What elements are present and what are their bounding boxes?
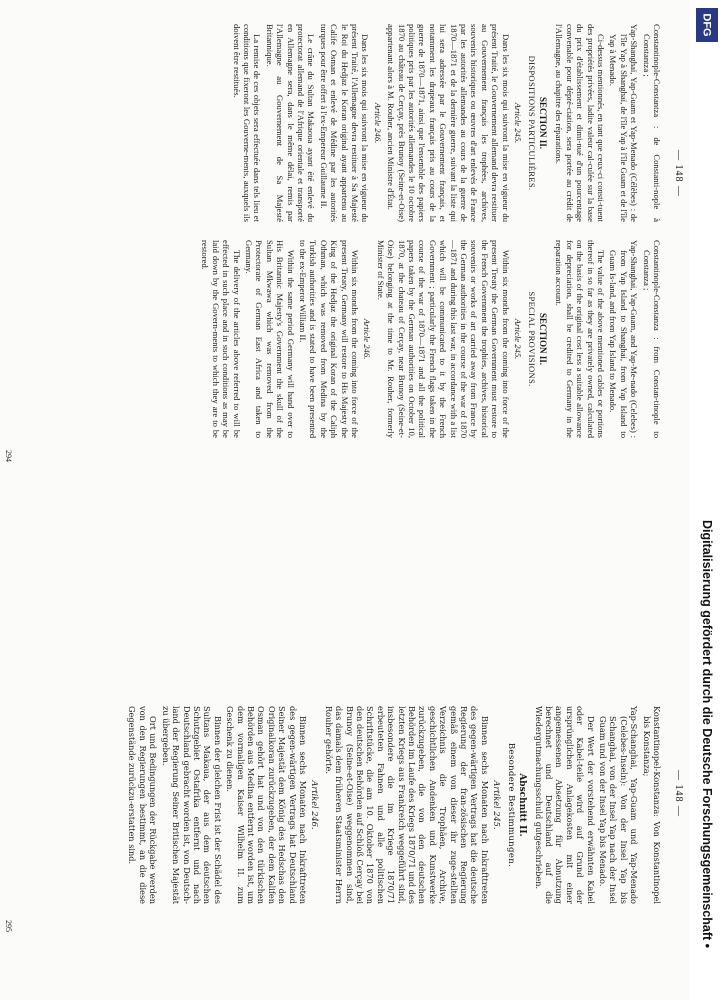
english-column [22, 240, 662, 438]
paragraph: The value of the above mentioned cables or portions thereof in so far as they are privately owned, calculated on the basis of the original cost less a suitable allowance for depreciation, shall be credited to Germany in the reparation account. [554, 240, 606, 438]
page-number-right: 295 [4, 920, 13, 932]
article-245-text: Within six months from the coming into force of the present Treaty the German Government must restore to the French Government the trophies, archives, historical souvenirs or works of art carried away from France by the German authorities in the course of the war of 1870—1871 and during this last war, in accordance with a list which will be communicated to it by the French Government ; particularly the French flags taken in the course of the war of 1870—1871 and all the political papers taken by the German authorities on October 10, 1870, at the chateau of Cerçay, near Brunoy (Seine-et-Oise) belonging at the time to Mr. Rouher, formerly Minister of State. [375, 240, 511, 438]
article-246-text: Binnen sechs Monaten nach Inkrafttreten des gegen-wärtigen Vertrags hat Deutschland Seiner Majestät dem König des Hedschas den Originalkoran zurückzugeben, der dem Kalifen Osman gehört hat und von den türkischen Behörden aus Medina entfernt worden ist, um dem vormaligen Kaiser Wilhelm II. zum Geschenk zu dienen. [225, 706, 308, 904]
section-heading: SECTION II. [537, 96, 548, 150]
section-heading: SECTION II. [537, 312, 548, 366]
cable-list-fr [608, 24, 662, 222]
section-subheading: DISPOSITIONS PARTICULIÈRES. [526, 55, 537, 191]
article-245-text: Binnen sechs Monaten nach Inkrafttreten des gegen-wärtigen Vertrags hat die deutsche Regierung der fran-zösischen Regierung gemäß einem von dieser ihr zuge-stellten Verzeichnis die Trophäen, Archive, geschichtlichen Andenken und Kunstwerke zurückzugeben, die von den deutschen Behörden im Laufe des Kriegs 1870/71 und des letzten Kriegs aus Frankreich weggeführt sind, insbesondere die im Kriege 1870/71 erbeuteten Fahnen und alle politischen Schriftstücke, die am 10. Oktober 1870 von den deutschen Behörden auf Schloß Cerçay bei Brunoy (Seine-et-Oise) weggenommen sind, das damals dem früheren Staatsminister Herrn Rouher gehörte. [323, 706, 490, 904]
article-245-heading: Article 245. [513, 318, 524, 360]
paragraph: Ci-dessus mentionnés, en tant que ceux-ci consti-tuent des propriétés privées, ladite valeur cal-culée sur la base du prix d'établissement et dimi-nué d'un pourcentage convenable pour dépré-ciation, sera portée au crédit de l'Allemagne, au chapitre des réparations. [554, 24, 606, 222]
article-246-text: Within six months from the coming into force of the present Treaty, Germany will restore to His Majesty the King of the Hedjaz the original Koran of the Caliph Othman, which was removed from Medina by the Turkish authorities and is stated to have been presented to the ex-Emperor William II. [298, 240, 361, 438]
list-item: Constantinople-Constanza : from Constan-tinople to Constanza ; [641, 240, 662, 438]
article-246-text: The delivery of the articles above referred to will be effected in such place and in such conditions as may be laid down by the Govern-ments to which they are to be restored. [200, 240, 242, 438]
article-246-text: La remise de ces objets sera effectuée dans tels lieu et conditions que fixeront les Gouverne-ments, auxquels ils doivent être restitués. [231, 24, 263, 222]
paragraph: Der Wert der vorstehend erwähnten Kabel oder Kabel-teile wird auf Grund der ursprünglichen Anlagekosten mit einer angemessenen Absetzung für Abnutzung berechnet und Deutschland auf die Wiedergutmachungsschuld gutgeschrieben. [533, 706, 596, 904]
section-subheading: Besondere Bestimmungen. [505, 742, 516, 868]
french-column [22, 24, 662, 222]
list-item: Yap-Schanghai, Yap-Guam und Yap-Menado (Celebes-Inseln): Von der Insel Yap bis Schanghai, von der Insel Yap nach der Insel Guam und von der Insel Yap bis Menado. [597, 706, 640, 904]
article-246-text: Within the same period Germany will hand over to His Britannic Majesty's Government the skull of the Sultan Mkwawa which was removed from the Protectorate of German East Africa and taken to Germany. [243, 240, 296, 438]
article-246-text: Ort und Bedingungen der Rückgabe werden von den Regierungen bestimmt, an die diese Gegenstände zurückzu-erstatten sind. [127, 706, 159, 904]
list-item: Yap-Shanghaï, Yap-Guam et Yap-Menado (Célèbes) : de l'île Yap à Shanghaï, de l'île Yap à l'île Guam et de l'île Yap à Menado. [608, 24, 640, 222]
article-246-text: Binnen der gleichen Frist ist der Schädel des Sultans Makaua, der aus dem deutschen Schutzgebiet Ostafrika entfernt und nach Deutschland gebracht worden ist, von Deutsch-land der Regierung Seiner Britischen Majestät zu übergeben. [160, 706, 223, 904]
running-head-left: — 148 — [673, 150, 684, 197]
dfg-watermark-text: Digitalisierung gefördert durch die Deutsche Forschungsgemeinschaft • [700, 519, 714, 948]
cable-list-de [598, 706, 662, 904]
article-246-text: Le crâne du Sultan Makaoua ayant été enlevé du protectorat allemand de l'Afrique orientale et transporté en Allemagne sera, dans le même délai, remis par l'Allemagne au Gouvernement de Sa Majesté Britannique. [264, 24, 317, 222]
dfg-logo-label: DFG [701, 13, 714, 37]
article-245-heading: Article 245. [513, 102, 524, 144]
german-column [22, 706, 662, 904]
section-heading: Abschnitt II. [517, 773, 528, 837]
article-246-heading: Article 246. [372, 102, 383, 144]
cable-list-en [608, 240, 662, 438]
dfg-logo-icon [696, 8, 718, 42]
article-245-heading: Artikel 245. [492, 780, 503, 830]
article-246-heading: Artikel 246. [310, 780, 321, 830]
article-245-text: Dans les six mois qui suivront la mise en vigueur du présent Traité, le Gouvernement allemand devra restituer au Gouvernement français les trophées, archives, souvenirs historiques ou œuvres d'art enlevés de France par les autorités allemandes au cours de la guerre de 1870—1871 et de la dernière guerre, suivant la liste qui lui sera adressée par le Gouvernement français, et notamment les drapeaux français pris au cours de la guerre de 1870—1871, ainsi que l'ensemble des papiers politiques pris par les autorités allemandes le 10 octobre 1870 au château de Cerçay, près Brunoy (Seine-et-Oise) appartenant alors à M. Rouher, ancien Ministre d'État. [386, 24, 511, 222]
list-item: Konstantinopel-Konstanza: Von Konstantinopel bis Konstanza; [641, 706, 662, 904]
article-246-text: Dans les six mois qui suivront la mise en vigueur du présent Traité, l'Allemagne devra restituer à Sa Majesté le Roi du Hedjaz le Koran original ayant appartenu au Calife Osman et enlevé de Médine par les autorités turques pour être offert à l'ex-Empereur Guillaume II. [318, 24, 371, 222]
section-subheading: SPECIAL PROVISIONS. [526, 291, 537, 387]
list-item: Yap-Shanghai, Yap-Guam, and Yap-Me-nado (Celebes) : from Yap Island to Shanghai, from Yap Island to Guam Is-land, and from Yap Island to Menado. [608, 240, 640, 438]
list-item: Constantinople-Constantza : de Constanti-nople à Constantza ; [641, 24, 662, 222]
article-246-heading: Article 246. [362, 318, 373, 360]
page-number-left: 294 [4, 450, 13, 462]
running-head-right: — 148 — [673, 770, 684, 817]
